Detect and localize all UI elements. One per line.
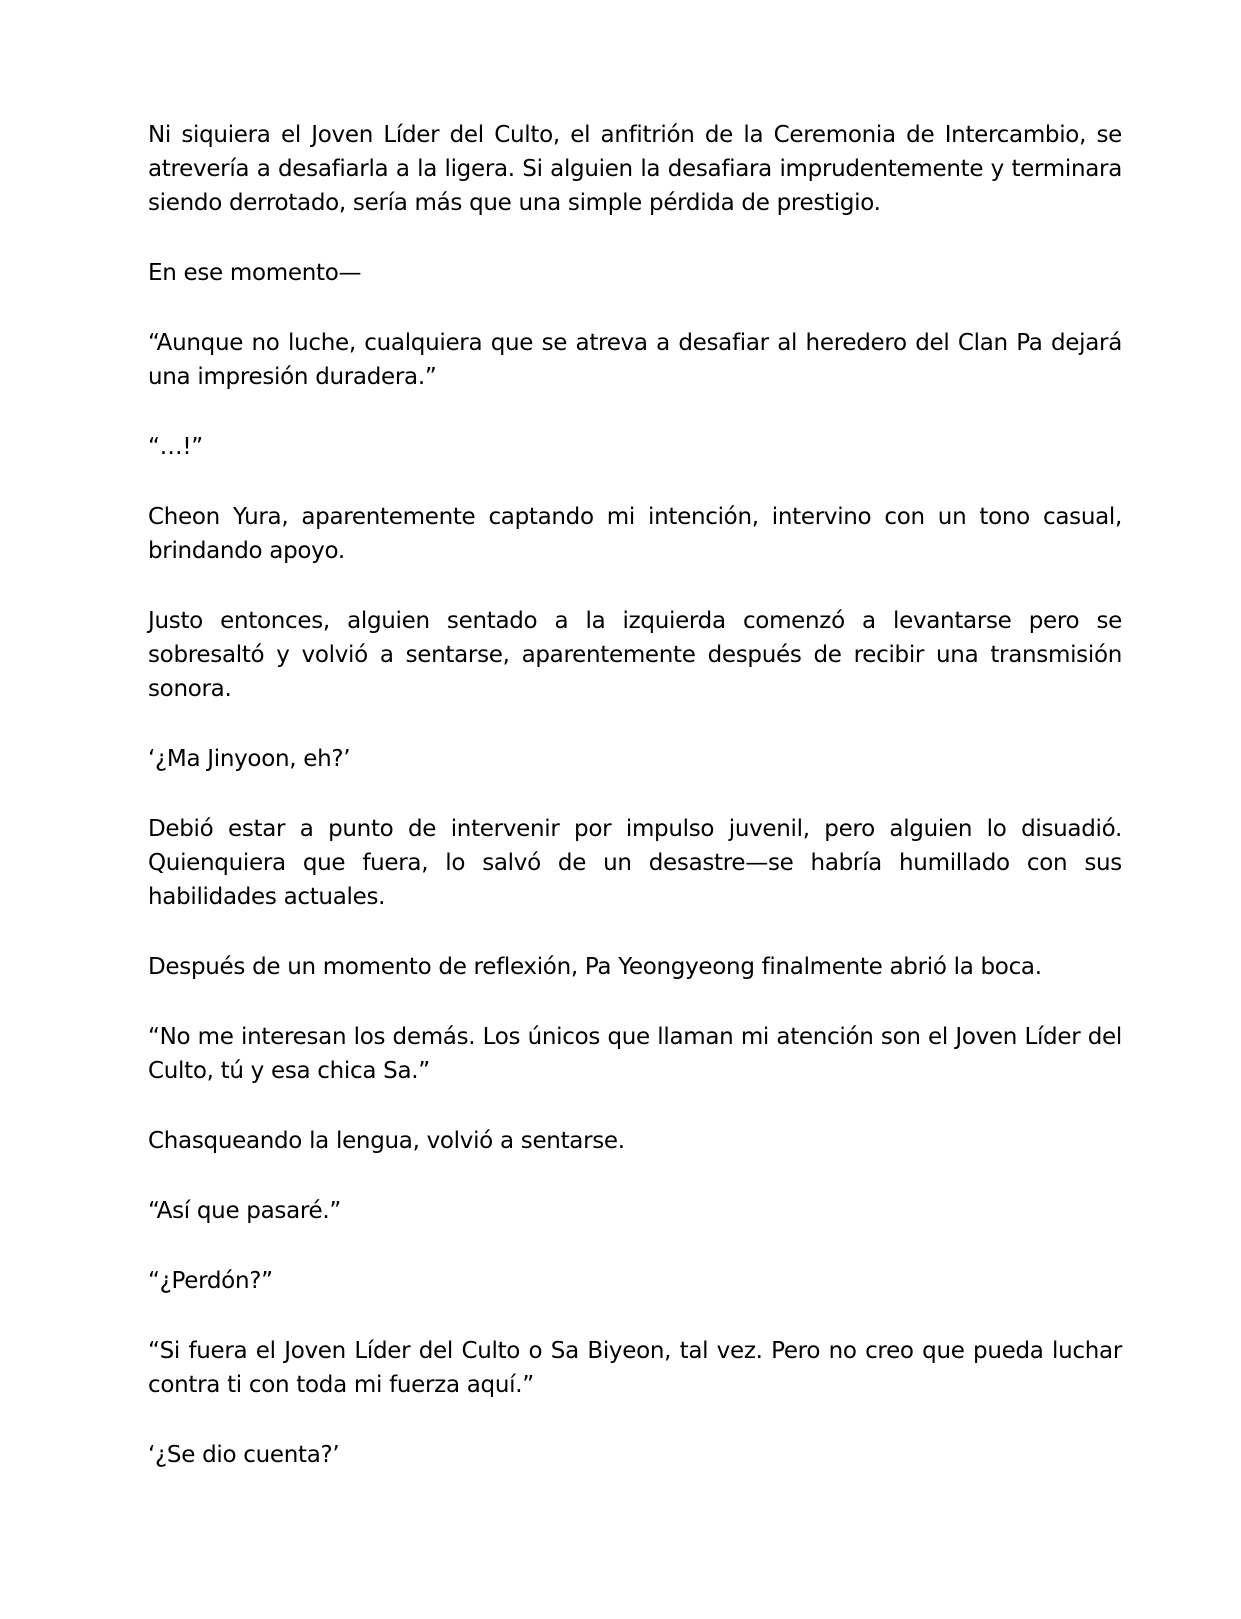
paragraph: Ni siquiera el Joven Líder del Culto, el anfitrión de la Ceremonia de Intercambio, se atrevería a desafiarla a la ligera. Si alguien la desafiara imprudentemente y terminara siendo derrotado, sería más que una simple pérdida de prestigio. bbox=[148, 122, 1122, 216]
paragraph: “¿Perdón?” bbox=[148, 1268, 273, 1294]
paragraph: Después de un momento de reflexión, Pa Yeongyeong finalmente abrió la boca. bbox=[148, 954, 1042, 980]
paragraph: Debió estar a punto de intervenir por impulso juvenil, pero alguien lo disuadió. Quienquiera que fuera, lo salvó de un desastre—se habría humillado con sus habilidades actuales. bbox=[148, 816, 1122, 910]
paragraph: ‘¿Ma Jinyoon, eh?’ bbox=[148, 746, 351, 772]
paragraph: En ese momento— bbox=[148, 260, 362, 286]
paragraph: Justo entonces, alguien sentado a la izquierda comenzó a levantarse pero se sobresaltó y volvió a sentarse, aparentemente después de recibir una transmisión sonora. bbox=[148, 608, 1122, 702]
paragraph: Cheon Yura, aparentemente captando mi intención, intervino con un tono casual, brindando apoyo. bbox=[148, 504, 1122, 564]
paragraph: Chasqueando la lengua, volvió a sentarse. bbox=[148, 1128, 625, 1154]
paragraph: ‘¿Se dio cuenta?’ bbox=[148, 1442, 340, 1468]
document-body bbox=[148, 118, 1122, 1508]
paragraph: “No me interesan los demás. Los únicos que llaman mi atención son el Joven Líder del Culto, tú y esa chica Sa.” bbox=[148, 1024, 1122, 1084]
paragraph: “…!” bbox=[148, 434, 203, 460]
paragraph: “Así que pasaré.” bbox=[148, 1198, 342, 1224]
paragraph: “Aunque no luche, cualquiera que se atreva a desafiar al heredero del Clan Pa dejará una impresión duradera.” bbox=[148, 330, 1122, 390]
paragraph: “Si fuera el Joven Líder del Culto o Sa Biyeon, tal vez. Pero no creo que pueda luchar contra ti con toda mi fuerza aquí.” bbox=[148, 1338, 1122, 1398]
